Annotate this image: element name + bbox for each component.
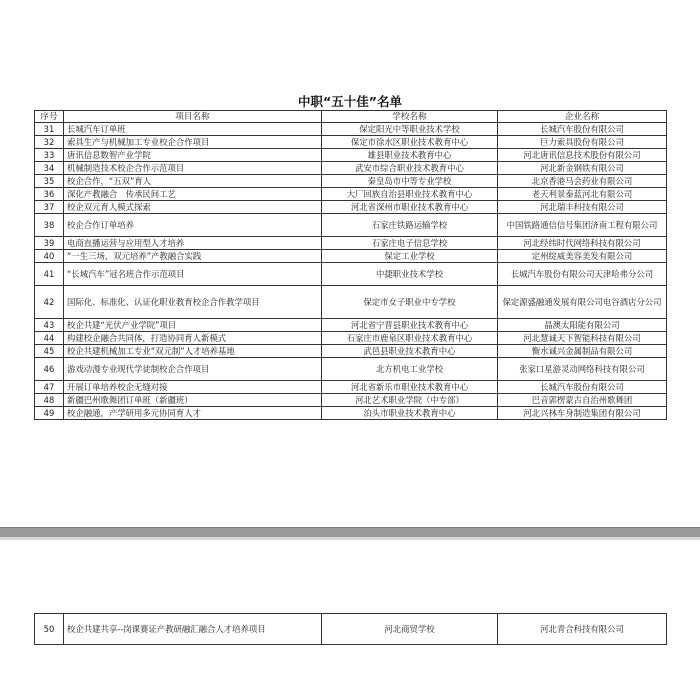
row-no: 42 xyxy=(35,286,64,319)
row-no: 44 xyxy=(35,332,64,345)
row-project: 校企共建共享--岗课赛证产教研融汇融合人才培养项目 xyxy=(64,614,322,645)
table-row xyxy=(35,188,667,201)
table-row xyxy=(35,123,667,136)
awards-table xyxy=(34,110,667,420)
row-school: 石家庄铁路运输学校 xyxy=(322,214,498,237)
table-row xyxy=(35,162,667,175)
table-row xyxy=(35,286,667,319)
row-project: 国际化、标准化、认证化职业教育校企合作教学项目 xyxy=(64,286,322,319)
row-company: 长城汽车股份有限公司 xyxy=(498,381,667,394)
row-no: 49 xyxy=(35,407,64,420)
row-company: 定州绽威美容美发有限公司 xyxy=(498,250,667,263)
table-row xyxy=(35,201,667,214)
row-project: “一生三场，双元培养”产教融合实践 xyxy=(64,250,322,263)
row-school: 石家庄电子信息学校 xyxy=(322,237,498,250)
table-row xyxy=(35,237,667,250)
row-school: 武邑县职业技术教育中心 xyxy=(322,345,498,358)
row-project: 深化产教融合 传承民间工艺 xyxy=(64,188,322,201)
row-no: 33 xyxy=(35,149,64,162)
row-school: 泊头市职业技术教育中心 xyxy=(322,407,498,420)
row-company: 保定源盛融通发展有限公司电谷酒店分公司 xyxy=(498,286,667,319)
table-row xyxy=(35,136,667,149)
row-project: 校企双元育人模式探索 xyxy=(64,201,322,214)
row-school: 河北省宁晋县职业技术教育中心 xyxy=(322,319,498,332)
document-title: 中职“五十佳”名单 xyxy=(298,94,402,109)
row-company: 河北唐讯信息技术股份有限公司 xyxy=(498,149,667,162)
row-no: 48 xyxy=(35,394,64,407)
row-school: 秦皇岛市中等专业学校 xyxy=(322,175,498,188)
row-company: 晶澳太阳能有限公司 xyxy=(498,319,667,332)
table-header-row xyxy=(35,111,667,123)
header-company: 企业名称 xyxy=(498,111,667,123)
row-school: 武安市综合职业技术教育中心 xyxy=(322,162,498,175)
row-no: 36 xyxy=(35,188,64,201)
row-project: 校企共建机械加工专业“双元制”人才培养基地 xyxy=(64,345,322,358)
row-company: 河北兴林车身制造集团有限公司 xyxy=(498,407,667,420)
row-no: 37 xyxy=(35,201,64,214)
table-row xyxy=(35,614,667,645)
row-project: 唐讯信息数智产业学院 xyxy=(64,149,322,162)
row-project: 长城汽车订单班 xyxy=(64,123,322,136)
row-school: 保定阳光中等职业技术学校 xyxy=(322,123,498,136)
table-row xyxy=(35,149,667,162)
row-company: 中国铁路通信信号集团济南工程有限公司 xyxy=(498,214,667,237)
row-project: 开展订单培养校企无缝对接 xyxy=(64,381,322,394)
table-row xyxy=(35,175,667,188)
row-no: 43 xyxy=(35,319,64,332)
row-no: 35 xyxy=(35,175,64,188)
row-project: 校企融通，产学研用多元协同育人才 xyxy=(64,407,322,420)
table-row xyxy=(35,214,667,237)
row-project: 新疆巴州歌舞团订单班（新疆班） xyxy=(64,394,322,407)
table-row xyxy=(35,263,667,286)
row-project: 校企共建“光伏产业学院”项目 xyxy=(64,319,322,332)
table-row xyxy=(35,250,667,263)
row-school: 保定市女子职业中专学校 xyxy=(322,286,498,319)
row-school: 雄县职业技术教育中心 xyxy=(322,149,498,162)
row-no: 34 xyxy=(35,162,64,175)
row-school: 河北艺术职业学院（中专部） xyxy=(322,394,498,407)
row-school: 石家庄市鹿泉区职业技术教育中心 xyxy=(322,332,498,345)
row-no: 41 xyxy=(35,263,64,286)
row-company: 老天利景泰蓝河北有限公司 xyxy=(498,188,667,201)
row-company: 河北经纬时代网络科技有限公司 xyxy=(498,237,667,250)
row-project: 电商直播运营与应用型人才培养 xyxy=(64,237,322,250)
document-page-2 xyxy=(0,540,700,683)
row-company: 北京香港马会药业有限公司 xyxy=(498,175,667,188)
row-project: 游戏动漫专业现代学徒制校企合作项目 xyxy=(64,358,322,381)
row-project: 构建校企融合共同体，打造协同育人新模式 xyxy=(64,332,322,345)
row-school: 河北商贸学校 xyxy=(322,614,498,645)
row-no: 31 xyxy=(35,123,64,136)
row-no: 47 xyxy=(35,381,64,394)
row-school: 河北省新乐市职业技术教育中心 xyxy=(322,381,498,394)
row-company: 河北新金钢铁有限公司 xyxy=(498,162,667,175)
header-no: 序号 xyxy=(35,111,64,123)
row-no: 50 xyxy=(35,614,64,645)
row-company: 巴音郭楞蒙古自治州歌舞团 xyxy=(498,394,667,407)
row-school: 河北省深州市职业技术教育中心 xyxy=(322,201,498,214)
row-no: 45 xyxy=(35,345,64,358)
row-no: 38 xyxy=(35,214,64,237)
table-row xyxy=(35,319,667,332)
table-row xyxy=(35,407,667,420)
table-row xyxy=(35,332,667,345)
table-row xyxy=(35,394,667,407)
row-company: 河北青合科技有限公司 xyxy=(498,614,667,645)
table-row xyxy=(35,381,667,394)
row-company: 河北瑞丰科技有限公司 xyxy=(498,201,667,214)
row-school: 北方机电工业学校 xyxy=(322,358,498,381)
row-project: 校企合作订单培养 xyxy=(64,214,322,237)
row-company: 长城汽车股份有限公司天津哈弗分公司 xyxy=(498,263,667,286)
awards-table-continued xyxy=(34,613,667,645)
row-school: 保定市徐水区职业技术教育中心 xyxy=(322,136,498,149)
row-company: 巨力索具股份有限公司 xyxy=(498,136,667,149)
header-project: 项目名称 xyxy=(64,111,322,123)
row-company: 衡水诚兴金属制品有限公司 xyxy=(498,345,667,358)
row-project: “长城汽车”冠名班合作示范项目 xyxy=(64,263,322,286)
row-company: 长城汽车股份有限公司 xyxy=(498,123,667,136)
row-project: 校企合作，“五双”育人 xyxy=(64,175,322,188)
row-no: 39 xyxy=(35,237,64,250)
header-school: 学校名称 xyxy=(322,111,498,123)
row-company: 河北慧诚天下智能科技有限公司 xyxy=(498,332,667,345)
row-no: 46 xyxy=(35,358,64,381)
row-school: 保定工业学校 xyxy=(322,250,498,263)
row-project: 机械制造技术校企合作示范项目 xyxy=(64,162,322,175)
row-company: 张家口星游灵动网络科技有限公司 xyxy=(498,358,667,381)
row-school: 中捷职业技术学校 xyxy=(322,263,498,286)
table-row xyxy=(35,345,667,358)
row-no: 32 xyxy=(35,136,64,149)
table-row xyxy=(35,358,667,381)
row-project: 索具生产与机械加工专业校企合作项目 xyxy=(64,136,322,149)
row-no: 40 xyxy=(35,250,64,263)
row-school: 大厂回族自治县职业技术教育中心 xyxy=(322,188,498,201)
